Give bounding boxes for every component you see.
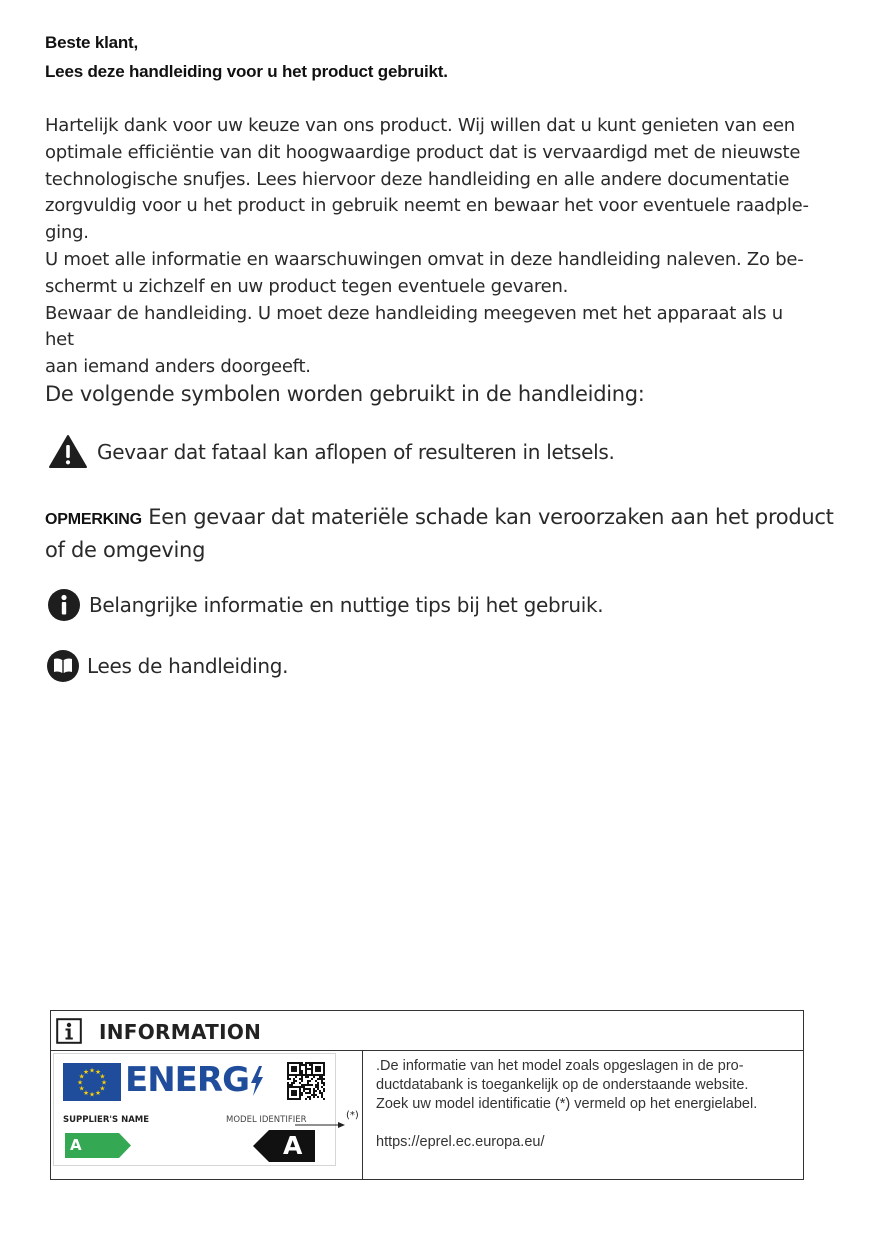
energy-label [53, 1053, 336, 1166]
text-line: schermt u zichzelf en uw product tegen eventuele gevaren. [45, 275, 569, 297]
qr-code-icon [287, 1062, 325, 1100]
note-text: Een gevaar dat materiële schade kan veroorzaken aan het product of de omgeving [45, 505, 834, 562]
info-symbol-text: Belangrijke informatie en nuttige tips bij het gebruik. [89, 593, 604, 617]
svg-text:★: ★ [77, 1078, 83, 1087]
manual-symbol-text: Lees de handleiding. [87, 654, 289, 678]
book-icon [46, 649, 80, 683]
intro-paragraph-2 [45, 247, 815, 301]
text-line: ging. [45, 222, 89, 244]
information-box [50, 1010, 804, 1180]
text-line: technologische snufjes. Lees hiervoor deze handleiding en alle andere documentatie [45, 168, 790, 190]
text-line: zorgvuldig voor u het product in gebruik neemt en bewaar het voor eventuele raadple- [45, 195, 809, 217]
warning-triangle-icon [48, 434, 88, 470]
text-line: aan iemand anders doorgeeft. [45, 356, 311, 378]
info-symbol-row [47, 588, 603, 622]
svg-text:★: ★ [99, 1072, 106, 1081]
info-square-icon [56, 1018, 82, 1044]
svg-text:★: ★ [89, 1066, 95, 1075]
information-text [376, 1057, 786, 1114]
eu-flag-icon [63, 1063, 121, 1101]
svg-text:★: ★ [83, 1068, 89, 1077]
eprel-url[interactable]: https://eprel.ec.europa.eu/ [376, 1134, 545, 1150]
text-line: U moet alle informatie en waarschuwingen omvat in deze handleiding naleven. Zo be- [45, 248, 804, 270]
text-line: Bewaar de handleiding. U moet deze handleiding meegeven met het apparaat als u het [45, 302, 783, 351]
energy-brand: ENERG [125, 1060, 249, 1100]
symbols-heading: De volgende symbolen worden gebruikt in de handleiding: [45, 382, 645, 406]
text-line: optimale efficiëntie van dit hoogwaardige product dat is vervaardigd met de nieuwste [45, 141, 801, 163]
intro-text [45, 113, 815, 381]
instruction-line: Lees deze handleiding voor u het product gebruikt. [45, 62, 448, 81]
svg-text:★: ★ [89, 1090, 95, 1099]
information-header [51, 1011, 803, 1051]
intro-paragraph-1 [45, 113, 815, 247]
danger-symbol-text: Gevaar dat fataal kan aflopen of resulteren in letsels. [97, 440, 615, 464]
text-line: ductdatabank is toegankelijk op de onderstaande website. [376, 1077, 749, 1093]
note-keyword: OPMERKING [45, 511, 142, 528]
class-right-letter: A [283, 1131, 303, 1160]
supplier-name: SUPPLIER'S NAME [63, 1115, 150, 1125]
info-divider [362, 1051, 363, 1180]
class-left-letter: A [70, 1136, 82, 1154]
intro-paragraph-3 [45, 301, 815, 381]
svg-text:★: ★ [95, 1088, 101, 1097]
note-paragraph [45, 502, 835, 566]
manual-symbol-row [46, 649, 288, 683]
lightning-icon [250, 1066, 264, 1096]
class-arrow-right [253, 1130, 315, 1162]
class-arrow-left [65, 1133, 131, 1158]
svg-text:★: ★ [78, 1084, 85, 1093]
model-identifier: MODEL IDENTIFIER [226, 1115, 307, 1125]
pointer-arrow-icon [295, 1115, 345, 1125]
svg-text:★: ★ [83, 1088, 89, 1097]
greeting: Beste klant, [45, 33, 139, 52]
svg-text:★: ★ [95, 1068, 101, 1077]
svg-text:★: ★ [78, 1072, 85, 1081]
text-line: .De informatie van het model zoals opgeslagen in de pro- [376, 1058, 744, 1074]
model-marker: (*) [346, 1110, 359, 1121]
danger-symbol-row [48, 434, 615, 470]
information-title: INFORMATION [99, 1020, 262, 1044]
info-circle-icon [47, 588, 81, 622]
svg-text:★: ★ [101, 1078, 107, 1087]
text-line: Hartelijk dank voor uw keuze van ons product. Wij willen dat u kunt genieten van een [45, 115, 795, 136]
text-line: Zoek uw model identificatie (*) vermeld op het energielabel. [376, 1096, 758, 1112]
svg-text:★: ★ [99, 1084, 106, 1093]
